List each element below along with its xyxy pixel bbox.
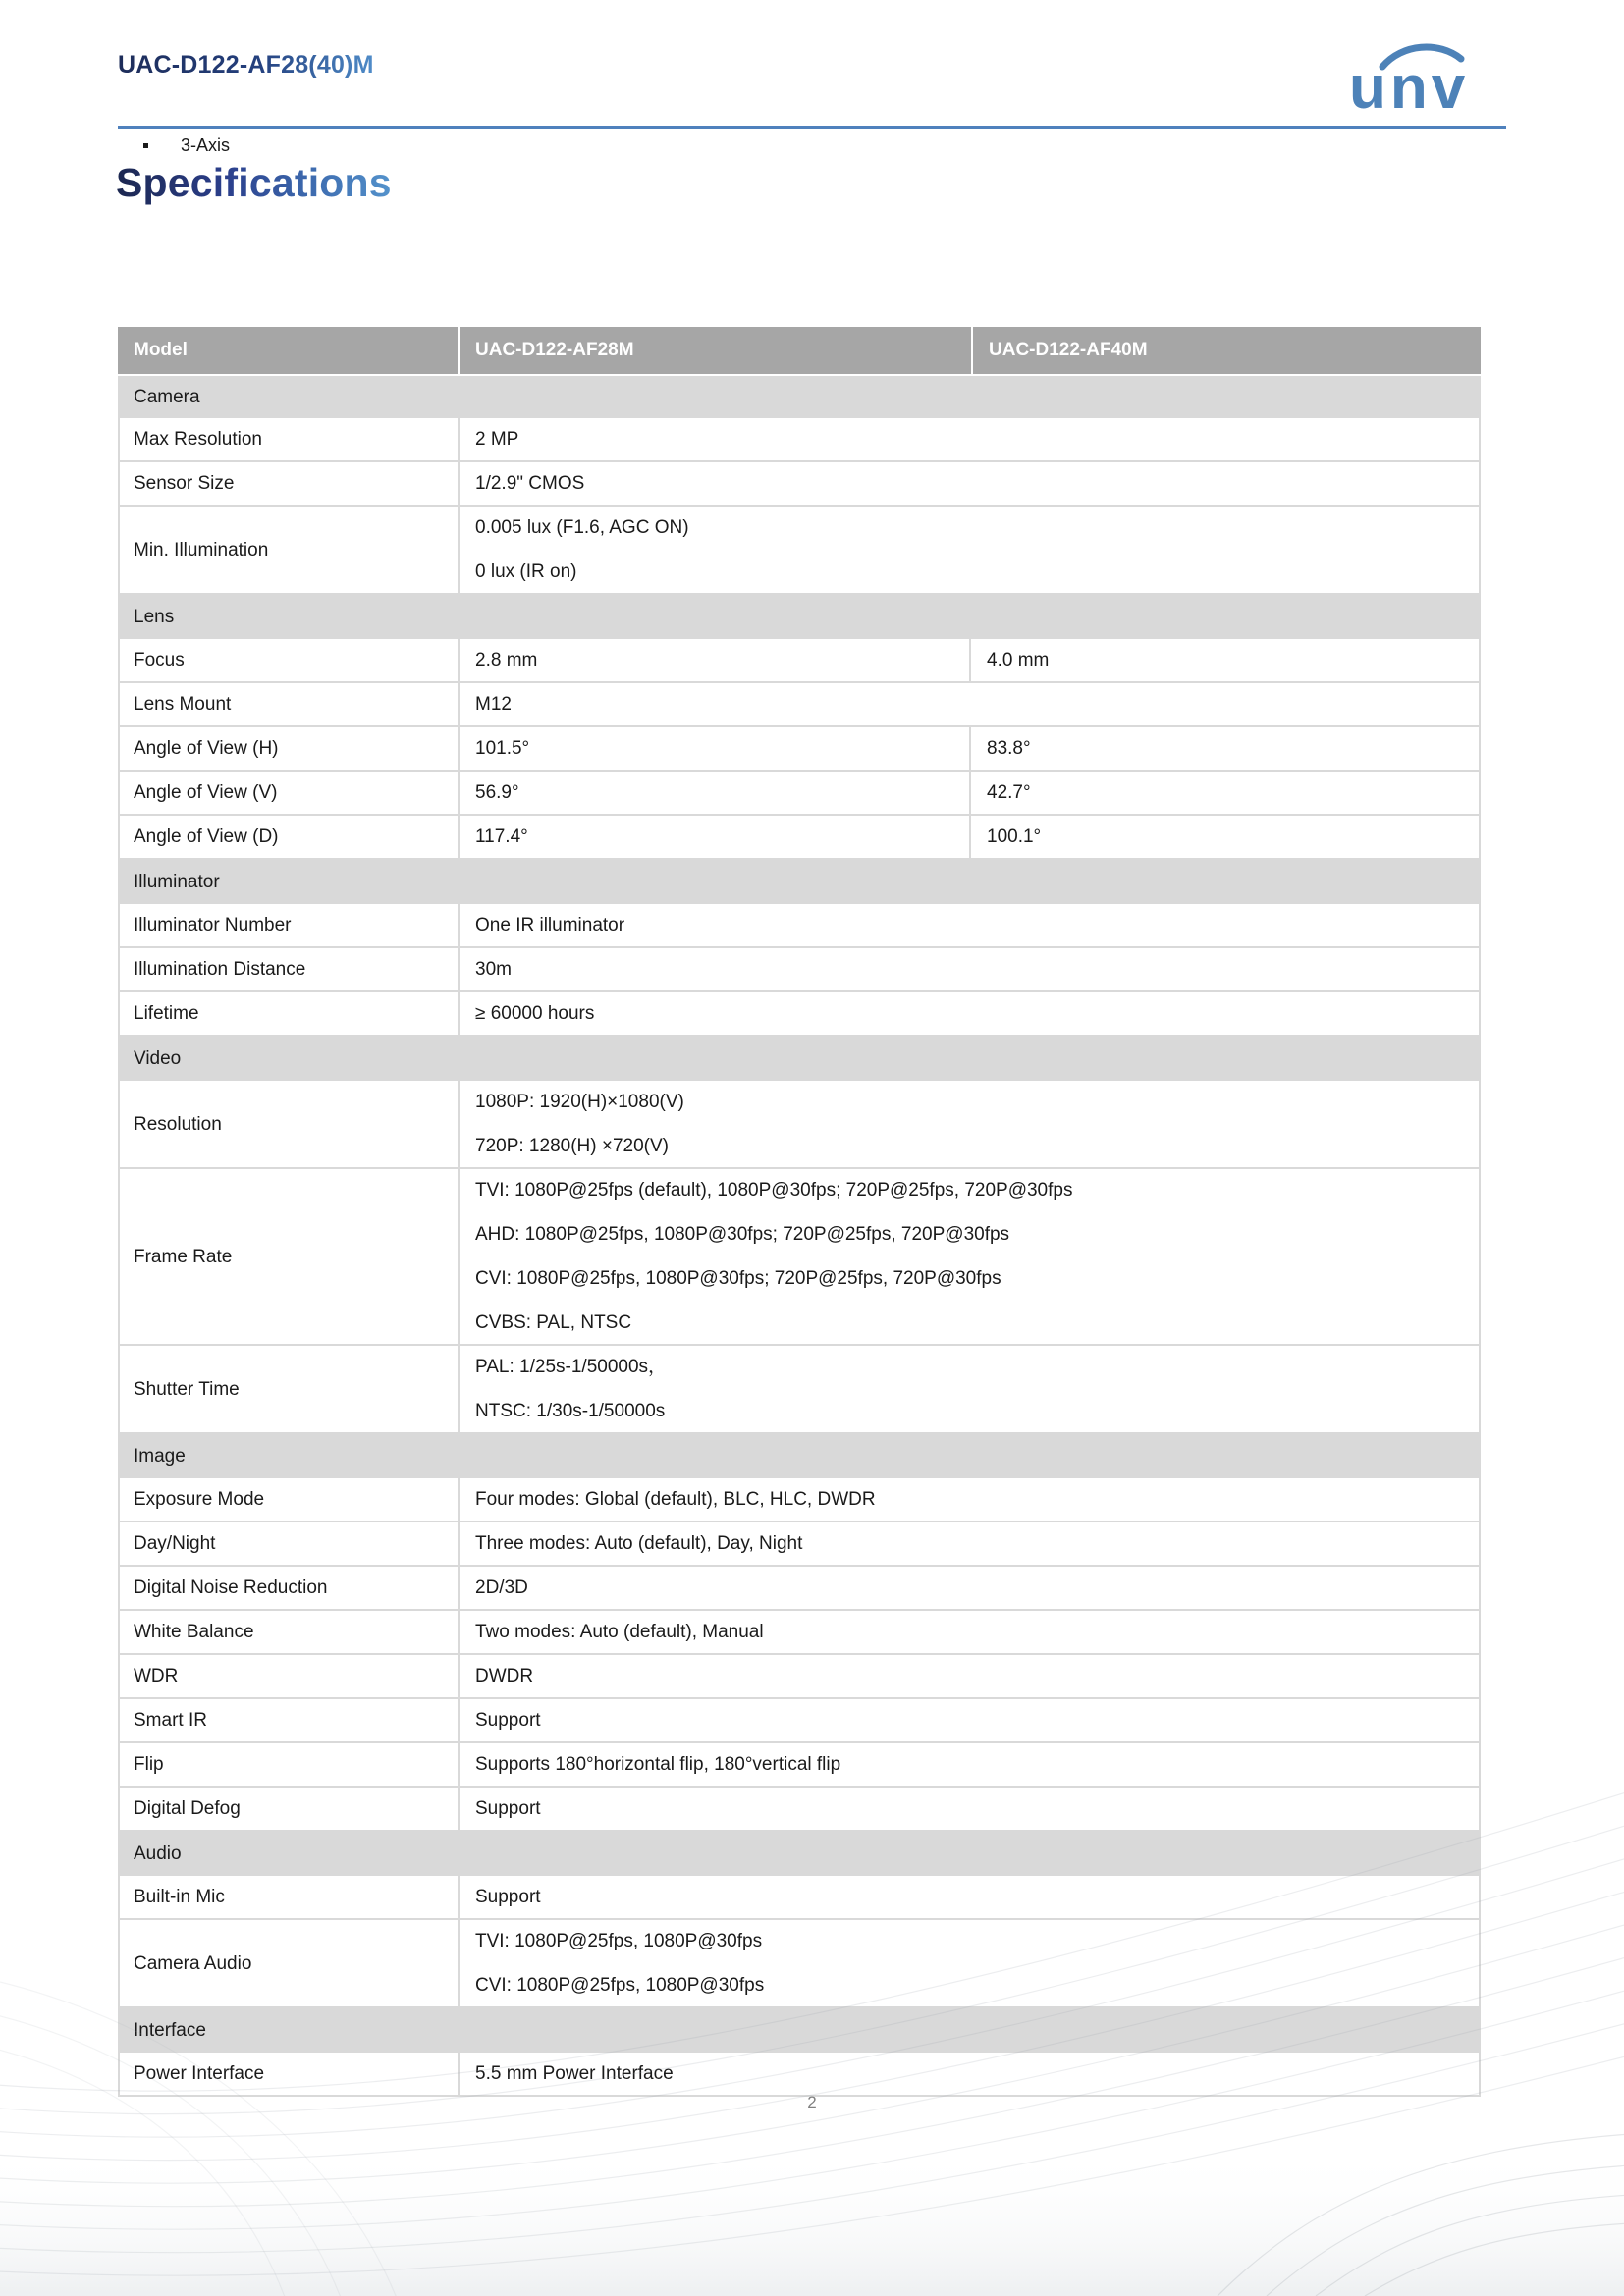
spec-value-line: 2 MP — [475, 429, 519, 450]
spec-value-line: Four modes: Global (default), BLC, HLC, DWDR — [475, 1489, 876, 1510]
spec-row — [118, 639, 1481, 683]
spec-label-cell: Illuminator Number — [120, 904, 458, 946]
spec-value-line: CVI: 1080P@25fps, 1080P@30fps — [475, 1975, 765, 1996]
spec-label-cell: Angle of View (H) — [120, 727, 458, 770]
spec-value-line: TVI: 1080P@25fps, 1080P@30fps — [475, 1931, 763, 1951]
spec-row — [118, 1920, 1481, 2008]
spec-value-line: 56.9° — [475, 782, 519, 803]
spec-label-cell: White Balance — [120, 1611, 458, 1653]
spec-row — [118, 1346, 1481, 1434]
spec-value-cell — [460, 418, 1479, 460]
spec-row — [118, 992, 1481, 1037]
spec-value-line: 83.8° — [987, 738, 1031, 759]
spec-label-cell: Frame Rate — [120, 1169, 458, 1344]
spec-value-line: Two modes: Auto (default), Manual — [475, 1622, 764, 1642]
spec-value-line: Support — [475, 1887, 541, 1907]
spec-row — [118, 904, 1481, 948]
spec-label-cell: Digital Noise Reduction — [120, 1567, 458, 1609]
spec-value-line: 5.5 mm Power Interface — [475, 2063, 674, 2084]
spec-value-line: 4.0 mm — [987, 650, 1050, 670]
spec-value-line: CVBS: PAL, NTSC — [475, 1312, 632, 1333]
section-label: Camera — [134, 386, 200, 407]
spec-value-cell — [460, 639, 969, 681]
section-row — [118, 1037, 1481, 1081]
spec-row — [118, 1743, 1481, 1788]
spec-row — [118, 1788, 1481, 1832]
spec-value-cell — [460, 2053, 1479, 2095]
spec-row — [118, 1169, 1481, 1346]
section-label: Image — [134, 1445, 186, 1467]
section-row — [118, 1434, 1481, 1478]
spec-label-cell: WDR — [120, 1655, 458, 1697]
spec-value-cell — [460, 1655, 1479, 1697]
spec-value-cell — [460, 1788, 1479, 1830]
column-header-cell: UAC-D122-AF28M — [460, 327, 971, 374]
section-label: Illuminator — [134, 871, 220, 892]
spec-row — [118, 1478, 1481, 1522]
logo-text: unv — [1349, 54, 1470, 114]
spec-value-line: 0 lux (IR on) — [475, 561, 577, 582]
section-label: Interface — [134, 2019, 206, 2041]
spec-value-line: 101.5° — [475, 738, 530, 759]
spec-value-cell — [460, 1567, 1479, 1609]
spec-label-cell: Flip — [120, 1743, 458, 1786]
spec-value-line: 1080P: 1920(H)×1080(V) — [475, 1092, 684, 1112]
spec-label-cell: Power Interface — [120, 2053, 458, 2095]
table-header-row — [118, 327, 1481, 374]
spec-value-cell — [460, 683, 1479, 725]
spec-label-cell: Smart IR — [120, 1699, 458, 1741]
section-row — [118, 860, 1481, 904]
spec-value-line: AHD: 1080P@25fps, 1080P@30fps; 720P@25fps, 720P@30fps — [475, 1224, 1010, 1245]
spec-label-cell: Exposure Mode — [120, 1478, 458, 1521]
spec-value-cell — [460, 1478, 1479, 1521]
spec-value-cell — [460, 1522, 1479, 1565]
spec-label-cell: Focus — [120, 639, 458, 681]
spec-row — [118, 462, 1481, 507]
spec-value-line: ≥ 60000 hours — [475, 1003, 595, 1024]
page-number: 2 — [807, 2093, 817, 2111]
spec-value-line: 30m — [475, 959, 512, 980]
spec-value-line: TVI: 1080P@25fps (default), 1080P@30fps; 720P@25fps, 720P@30fps — [475, 1180, 1073, 1201]
spec-value-cell — [460, 816, 969, 858]
spec-label-cell: Built-in Mic — [120, 1876, 458, 1918]
spec-label-cell: Lifetime — [120, 992, 458, 1035]
bullet-item-label: 3-Axis — [181, 135, 231, 155]
spec-row — [118, 1522, 1481, 1567]
spec-row — [118, 1655, 1481, 1699]
spec-row — [118, 772, 1481, 816]
spec-value-line: 42.7° — [987, 782, 1031, 803]
spec-value-line: NTSC: 1/30s-1/50000s — [475, 1401, 666, 1421]
spec-value-cell — [460, 1699, 1479, 1741]
bullet-icon — [143, 143, 148, 148]
spec-value-line: 117.4° — [475, 827, 528, 847]
spec-row — [118, 418, 1481, 462]
spec-table — [118, 327, 1481, 2097]
spec-value-cell — [460, 904, 1479, 946]
spec-value-cell — [460, 462, 1479, 505]
spec-value-line: One IR illuminator — [475, 915, 625, 935]
spec-value-line: PAL: 1/25s-1/50000s， — [475, 1357, 668, 1377]
spec-value-cell — [971, 639, 1479, 681]
spec-row — [118, 727, 1481, 772]
document-model-code: UAC-D122-AF28(40)M — [118, 51, 374, 79]
spec-value-line: 0.005 lux (F1.6, AGC ON) — [475, 517, 689, 538]
spec-label-cell: Resolution — [120, 1081, 458, 1167]
spec-label-cell: Min. Illumination — [120, 507, 458, 593]
spec-value-cell — [971, 816, 1479, 858]
spec-row — [118, 1081, 1481, 1169]
spec-row — [118, 683, 1481, 727]
header-divider-rule — [118, 126, 1506, 129]
spec-value-line: 2D/3D — [475, 1577, 528, 1598]
spec-value-line: Three modes: Auto (default), Day, Night — [475, 1533, 803, 1554]
spec-row — [118, 2053, 1481, 2097]
spec-label-cell: Angle of View (D) — [120, 816, 458, 858]
spec-value-line: M12 — [475, 694, 512, 715]
column-header-cell: Model — [118, 327, 458, 374]
spec-value-cell — [971, 727, 1479, 770]
spec-label-cell: Angle of View (V) — [120, 772, 458, 814]
spec-value-line: Supports 180°horizontal flip, 180°vertical flip — [475, 1754, 841, 1775]
unv-logo — [1339, 41, 1508, 114]
spec-value-line: CVI: 1080P@25fps, 1080P@30fps; 720P@25fps, 720P@30fps — [475, 1268, 1001, 1289]
section-row — [118, 1832, 1481, 1876]
section-row — [118, 2008, 1481, 2053]
spec-row — [118, 1567, 1481, 1611]
spec-label-cell: Camera Audio — [120, 1920, 458, 2006]
section-row — [118, 374, 1481, 418]
spec-value-cell — [460, 507, 1479, 593]
spec-row — [118, 948, 1481, 992]
spec-value-line: 100.1° — [987, 827, 1042, 847]
spec-value-cell — [460, 1876, 1479, 1918]
spec-value-cell — [460, 992, 1479, 1035]
spec-value-line: 2.8 mm — [475, 650, 538, 670]
column-header-cell: UAC-D122-AF40M — [973, 327, 1481, 374]
section-label: Audio — [134, 1842, 182, 1864]
bullet-list-item — [143, 135, 230, 156]
spec-value-cell — [460, 1346, 1479, 1432]
spec-value-line: DWDR — [475, 1666, 534, 1686]
spec-row — [118, 1611, 1481, 1655]
section-label: Video — [134, 1047, 182, 1069]
spec-label-cell: Sensor Size — [120, 462, 458, 505]
spec-value-cell — [460, 1743, 1479, 1786]
section-row — [118, 595, 1481, 639]
spec-label-cell: Digital Defog — [120, 1788, 458, 1830]
spec-label-cell: Shutter Time — [120, 1346, 458, 1432]
spec-value-line: Support — [475, 1798, 541, 1819]
page-title: Specifications — [116, 160, 392, 205]
spec-row — [118, 1699, 1481, 1743]
spec-value-cell — [460, 772, 969, 814]
section-label: Lens — [134, 606, 175, 627]
spec-value-line: 1/2.9" CMOS — [475, 473, 585, 494]
spec-value-cell — [460, 727, 969, 770]
spec-value-line: Support — [475, 1710, 541, 1731]
spec-row — [118, 1876, 1481, 1920]
spec-value-cell — [460, 948, 1479, 990]
spec-label-cell: Lens Mount — [120, 683, 458, 725]
spec-label-cell: Day/Night — [120, 1522, 458, 1565]
spec-value-cell — [971, 772, 1479, 814]
spec-label-cell: Max Resolution — [120, 418, 458, 460]
spec-value-cell — [460, 1169, 1479, 1344]
spec-value-cell — [460, 1611, 1479, 1653]
spec-value-line: 720P: 1280(H) ×720(V) — [475, 1136, 669, 1156]
spec-label-cell: Illumination Distance — [120, 948, 458, 990]
spec-row — [118, 507, 1481, 595]
spec-value-cell — [460, 1920, 1479, 2006]
spec-row — [118, 816, 1481, 860]
spec-value-cell — [460, 1081, 1479, 1167]
